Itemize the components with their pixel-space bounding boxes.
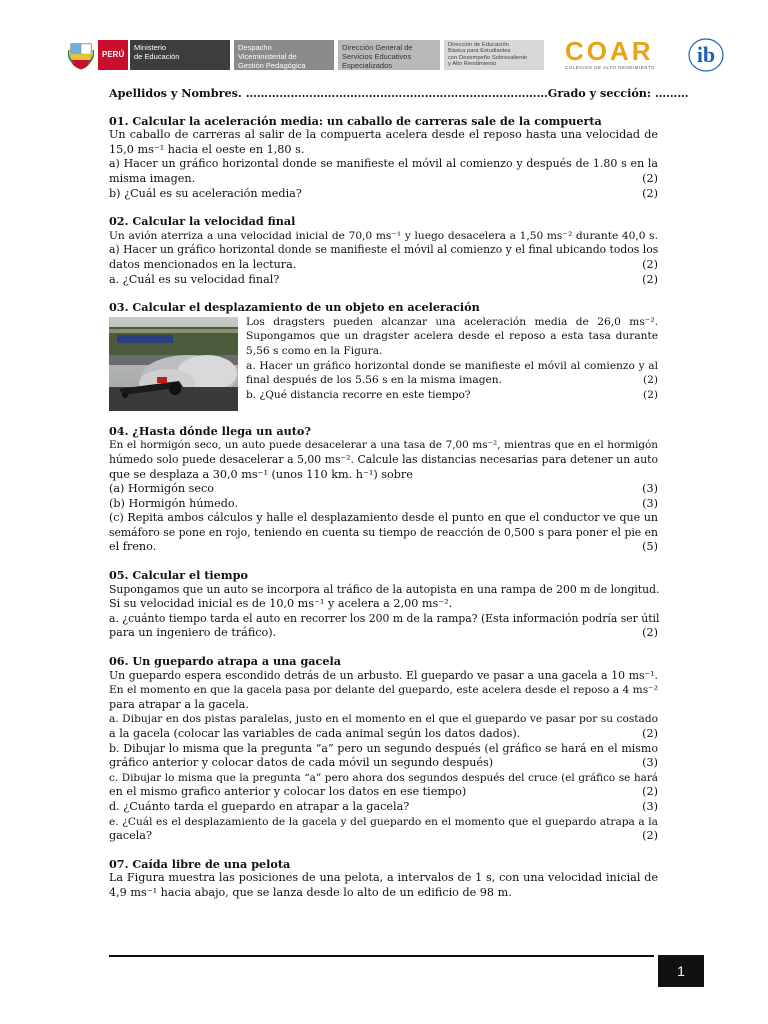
part-text: en el mismo grafico anterior y colocar los datos en ese tiempo): [109, 785, 467, 799]
question-01-line: 15,0 ms⁻¹ hacia el oeste en 1,80 s.: [109, 142, 305, 156]
part-text: d. ¿Cuánto tarda el guepardo en atrapar a la gacela?: [109, 799, 410, 813]
question-06-part: [109, 800, 658, 815]
part-text: gráfico anterior y colocar datos de cada móvil un segundo después): [109, 756, 494, 770]
part-points: (3): [642, 799, 658, 813]
question-07: [109, 857, 658, 901]
question-02-part: [109, 258, 658, 273]
gob-despacho-line-2: Viceministerial de: [238, 52, 297, 61]
question-04-part: [109, 482, 658, 497]
gob-dg-line-2: Servicios Educativos: [342, 52, 412, 61]
coar-logo-subtitle: COLEGIOS DE ALTO RENDIMIENTO: [565, 65, 656, 70]
dragster-photo: [109, 317, 238, 411]
part-text: a. ¿Cuál es su velocidad final?: [109, 272, 280, 286]
question-04-part: [109, 540, 658, 555]
question-04-line: que se desplaza a 30,0 ms⁻¹ (unos 110 km. h⁻¹) sobre: [109, 467, 413, 481]
question-01-title: 01. Calcular la aceleración media: un caballo de carreras sale de la compuerta: [109, 113, 602, 128]
question-02-line: Un avión aterriza a una velocidad inicial de 70,0 ms⁻¹ y luego desacelera a 1,50 ms⁻² durante 40,0 s.: [109, 229, 658, 242]
gob-minedu-line-1: Ministerio: [134, 43, 167, 52]
part-text: final después de los 5.56 s en la misma imagen.: [246, 374, 502, 387]
part-points: (2): [642, 727, 658, 740]
gob-dg-line-3: Especializados: [342, 61, 393, 70]
question-02-line: a) Hacer un gráfico horizontal donde se manifieste el móvil al comienzo y el final ubicando todos los: [109, 243, 659, 257]
question-01-line: Un caballo de carreras al salir de la compuerta acelera desde el reposo hasta una velocidad de: [109, 128, 658, 142]
part-points: (3): [642, 756, 658, 770]
question-06: [109, 654, 658, 844]
question-06-line: para atrapar a la gacela.: [109, 697, 249, 711]
question-06-line: b. Dibujar lo misma que la pregunta “a” pero un segundo después (el gráfico se hará en el mismo: [109, 741, 658, 755]
question-06-part: [109, 785, 658, 800]
part-points: (3): [642, 496, 658, 510]
question-01-part-a: a) Hacer un gráfico horizontal donde se manifieste el móvil al comienzo y después de 1.80 s en la: [109, 157, 658, 171]
question-05-line: Si su velocidad inicial es de 10,0 ms⁻¹ y acelera a 2,00 ms⁻².: [109, 597, 453, 611]
question-06-line: e. ¿Cuál es el desplazamiento de la gacela y del guepardo en el momento que el guepardo atrapa a la: [109, 815, 658, 828]
gob-despacho-block: [234, 40, 334, 70]
part-text: (a) Hormigón seco: [109, 482, 215, 496]
question-04-line: húmedo solo puede desacelerar a 5,00 ms⁻². Calcule las distancias necesarias para detener un auto: [109, 452, 658, 466]
part-points: (2): [642, 257, 658, 271]
question-03-line: Supongamos que un dragster acelera desde el reposo a esta tasa durante: [246, 330, 658, 343]
question-03-text: [246, 315, 658, 403]
question-06-line: a. Dibujar en dos pistas paralelas, justo en el momento en el que el guepardo ve pasar por su costado: [109, 713, 658, 726]
question-02-title: 02. Calcular la velocidad final: [109, 214, 296, 229]
question-05-line: Supongamos que un auto se incorpora al tráfico de la autopista en una rampa de 200 m de longitud.: [109, 582, 660, 596]
gob-despacho-line-3: Gestión Pedagógica: [238, 61, 306, 70]
question-04-title: 04. ¿Hasta dónde llega un auto?: [109, 423, 311, 438]
part-points: (2): [642, 829, 658, 843]
question-07-title: 07. Caída libre de una pelota: [109, 856, 291, 871]
part-text: misma imagen.: [109, 171, 196, 185]
question-06-part: [109, 727, 658, 742]
gob-direccion-general-block: [338, 40, 440, 70]
part-points: (5): [642, 540, 658, 554]
question-03-part: [246, 373, 658, 388]
question-05: [109, 568, 658, 641]
question-04-line: semáforo se pone en rojo, teniendo en cuenta su tiempo de reacción de 0,500 s para poner el pie en: [109, 525, 658, 539]
question-04: [109, 424, 658, 555]
part-points: (3): [642, 482, 658, 496]
part-text: b) ¿Cuál es su aceleración media?: [109, 186, 302, 200]
question-07-line: 4,9 ms⁻¹ hacia abajo, que se lanza desde lo alto de un edificio de 98 m.: [109, 885, 512, 899]
question-06-line: En el momento en que la gacela pasa por delante del guepardo, este acelera desde el reposo a 4 ms⁻²: [109, 684, 658, 697]
question-05-line: a. ¿cuánto tiempo tarda el auto en recorrer los 200 m de la rampa? (Esta información podría ser útil: [109, 611, 660, 625]
question-03-body: [109, 315, 658, 411]
gob-direccion-educacion-block: [444, 40, 544, 70]
student-info-line: [109, 86, 689, 101]
ib-logo-text: ib: [696, 42, 716, 67]
gob-de-line-4: y Alto Rendimiento: [448, 61, 497, 68]
question-02: [109, 214, 658, 287]
question-04-line: (c) Repita ambos cálculos y halle el desplazamiento desde el punto en que el conductor ve que un: [109, 511, 658, 525]
question-03: [109, 300, 658, 411]
gob-de-line-3: con Desempeño Sobresaliente: [448, 54, 528, 61]
question-06-title: 06. Un guepardo atrapa a una gacela: [109, 654, 341, 669]
part-text: b. ¿Qué distancia recorre en este tiempo?: [246, 388, 471, 401]
part-points: (2): [642, 626, 658, 640]
part-points: (2): [642, 272, 658, 286]
gob-de-line-2: Básica para Estudiantes: [448, 48, 511, 55]
worksheet-content: [109, 86, 689, 901]
question-07-line: La Figura muestra las posiciones de una pelota, a intervalos de 1 s, con una velocidad inicial de: [109, 871, 658, 885]
question-04-line: En el hormigón seco, un auto puede desacelerar a una tasa de 7,00 ms⁻², mientras que en el hormigón: [109, 439, 658, 452]
coar-logo-text: COAR: [565, 36, 654, 66]
gob-peru-label: PERÚ: [98, 40, 128, 70]
part-points: (2): [642, 388, 658, 401]
question-02-part: [109, 273, 658, 288]
page-number-badge: [658, 955, 704, 987]
part-text: el freno.: [109, 540, 157, 554]
question-05-title: 05. Calcular el tiempo: [109, 568, 248, 583]
coar-logo: [565, 36, 675, 72]
question-04-part: [109, 497, 658, 512]
ib-logo-icon: [686, 34, 726, 74]
part-text: para un ingeniero de tráfico).: [109, 626, 277, 640]
part-text: (b) Hormigón húmedo.: [109, 496, 239, 510]
question-03-title: 03. Calcular el desplazamiento de un objeto en aceleración: [109, 300, 480, 315]
grade-field-label: Grado y sección: ………: [547, 86, 689, 100]
page-number: 1: [677, 963, 685, 979]
question-01-part-b: [109, 187, 658, 202]
part-text: datos mencionados en la lectura.: [109, 257, 297, 271]
question-03-line: Los dragsters pueden alcanzar una aceleración media de 26,0 ms⁻².: [246, 315, 658, 328]
question-03-line: 5,56 s como en la Figura.: [246, 344, 383, 357]
gob-de-line-1: Dirección de Educación: [448, 42, 509, 48]
name-field-label: Apellidos y Nombres. ………………………………………………………………………: [109, 86, 548, 100]
part-points: (2): [642, 374, 658, 387]
part-text: gacela?: [109, 829, 152, 843]
gob-dg-line-1: Dirección General de: [342, 43, 413, 52]
question-06-line: c. Dibujar lo misma que la pregunta “a” pero ahora dos segundos después del cruce (el gráfico se hará: [109, 771, 658, 784]
question-05-part: [109, 626, 658, 641]
header-logo-bar: [62, 34, 732, 76]
part-points: (2): [642, 785, 658, 799]
question-06-part: [109, 829, 658, 844]
part-points: (2): [642, 171, 658, 185]
footer-rule: [109, 955, 654, 957]
question-06-line: Un guepardo espera escondido detrás de un arbusto. El guepardo ve pasar a una gacela a 10 ms⁻¹.: [109, 668, 658, 682]
part-text: a la gacela (colocar las variables de cada animal según los datos dados).: [109, 727, 521, 740]
gob-despacho-line-1: Despacho: [238, 43, 272, 52]
peru-crest-icon: [68, 40, 94, 70]
question-03-line: a. Hacer un gráfico horizontal donde se manifieste el móvil al comienzo y al: [246, 359, 658, 372]
part-points: (2): [642, 186, 658, 200]
gob-minedu-block: [130, 40, 230, 70]
gob-minedu-line-2: de Educación: [134, 52, 180, 61]
question-06-part: [109, 756, 658, 771]
question-01-part: [109, 172, 658, 187]
question-03-part: [246, 388, 658, 403]
question-01: [109, 114, 658, 202]
